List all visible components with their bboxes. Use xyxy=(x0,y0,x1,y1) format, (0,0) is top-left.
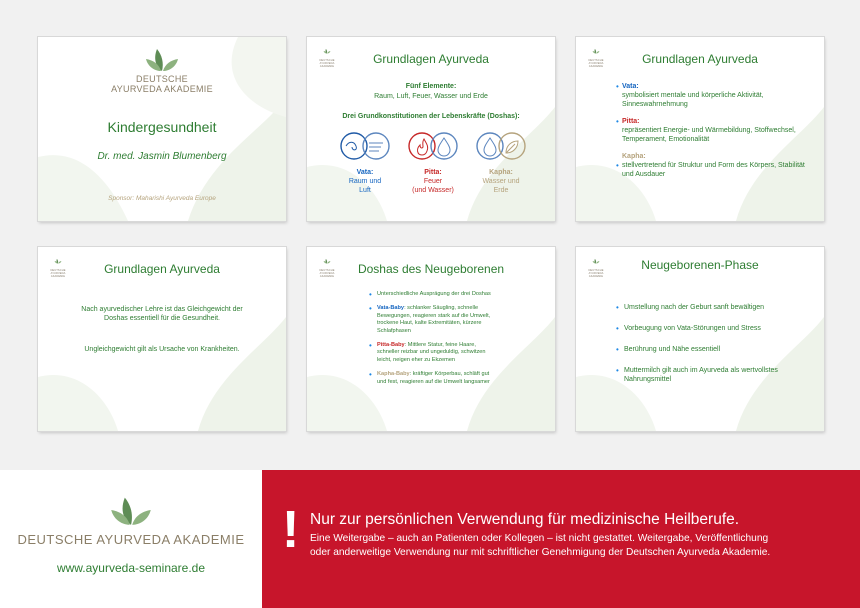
mini-logo-line-1: DEUTSCHE xyxy=(319,59,335,62)
logo-leaves-icon xyxy=(110,492,152,528)
elements-list: Raum, Luft, Feuer, Wasser und Erde xyxy=(374,93,488,100)
list-item: • Unterschiedliche Ausprägung der drei Doshas xyxy=(369,291,493,298)
mini-logo-line-1: DEUTSCHE xyxy=(319,269,335,272)
pitta-symbol-icon xyxy=(407,131,459,161)
vata-line-2: Luft xyxy=(359,187,371,194)
slide-balance[interactable] xyxy=(38,247,286,431)
vata-symbol-icon xyxy=(339,131,391,161)
slide-heading: Grundlagen Ayurveda xyxy=(373,52,489,66)
pitta-caption xyxy=(400,168,466,195)
newborn-dosha-list xyxy=(369,291,493,393)
footer-website-link[interactable]: www.ayurveda-seminare.de xyxy=(56,561,206,575)
kapha-label: Kapha: xyxy=(622,153,646,160)
kapha-line-1: Wasser und xyxy=(482,178,520,185)
mini-logo-line-1: DEUTSCHE xyxy=(50,269,66,272)
slide-heading: Grundlagen Ayurveda xyxy=(642,52,758,66)
slide-title[interactable] xyxy=(38,37,286,221)
balance-paragraph: Nach ayurvedischer Lehre ist das Gleichgewicht der Doshas essentiell für die Gesundheit. xyxy=(81,306,243,322)
slide-title-text: Kindergesundheit xyxy=(107,119,217,135)
mini-logo-line-2: AYURVEDA AKADEMIE xyxy=(319,62,335,68)
mini-logo-line-2: AYURVEDA AKADEMIE xyxy=(588,272,604,278)
slide-newborn-phase[interactable] xyxy=(576,247,824,431)
vata-line-1: Raum und xyxy=(348,178,382,185)
list-item: • Berührung und Nähe essentiell xyxy=(616,345,806,354)
pitta-line-2: (und Wasser) xyxy=(412,187,454,194)
logo-leaves-icon xyxy=(145,45,179,73)
kapha-description: stellvertretend für Struktur und Form des Körpers, Stabilität und Ausdauer xyxy=(622,162,805,178)
slide-newborn-doshas[interactable] xyxy=(307,247,555,431)
slide-doshas-meaning[interactable] xyxy=(576,37,824,221)
imbalance-paragraph: Ungleichgewicht gilt als Ursache von Krankheiten. xyxy=(84,346,240,353)
footer-brand-name: DEUTSCHE AYURVEDA AKADEMIE xyxy=(17,532,245,547)
logo-line-1: DEUTSCHE xyxy=(136,74,188,84)
pitta-line-1: Feuer xyxy=(423,178,443,185)
slide-heading: Doshas des Neugeborenen xyxy=(357,262,505,276)
mini-logo-line-1: DEUTSCHE xyxy=(588,59,604,62)
author-name: Dr. med. Jasmin Blumenberg xyxy=(97,151,227,162)
pitta-label: Pitta: xyxy=(424,169,442,176)
mini-logo-line-2: AYURVEDA AKADEMIE xyxy=(588,62,604,68)
pitta-label: Pitta: xyxy=(622,118,640,125)
logo-line-2: AYURVEDA AKADEMIE xyxy=(111,84,213,94)
logo-text xyxy=(38,74,286,94)
mini-logo-line-1: DEUTSCHE xyxy=(588,269,604,272)
vata-label: Vata: xyxy=(622,83,639,90)
list-item: • Kapha-Baby: kräftiger Körperbau, schläft gut und fest, reagieren auf die Umwelt langsamer xyxy=(369,371,493,386)
list-item: • Vata-Baby: schlanker Säugling, schnelle Bewegungen, reagieren stark auf die Umwelt, trockene Haut, kalte Extremitäten, kürzere Schlafphasen xyxy=(369,305,493,335)
pitta-description: repräsentiert Energie- und Wärmebildung, Stoffwechsel, Temperament, Emotionalität xyxy=(622,127,796,143)
notice-title: Nur zur persönlichen Verwendung für medizinische Heilberufe. xyxy=(310,511,740,528)
notice-line-2: oder anderweitige Verwendung nur mit schriftlicher Genehmigung der Deutschen Ayurveda Akademie. xyxy=(310,547,771,558)
vata-description: symbolisiert mentale und körperliche Aktivität, Sinneswahrnehmung xyxy=(622,92,764,108)
kapha-caption xyxy=(471,168,531,195)
footer-notice-panel xyxy=(262,470,860,608)
list-item: • Vorbeugung von Vata-Störungen und Stress xyxy=(616,324,806,333)
kapha-line-2: Erde xyxy=(493,187,509,194)
elements-heading: Fünf Elemente: xyxy=(405,83,457,90)
kapha-label: Kapha: xyxy=(489,169,513,176)
list-item: • Umstellung nach der Geburt sanft bewältigen xyxy=(616,303,806,312)
kapha-symbol-icon xyxy=(475,131,527,161)
notice-line-1: Eine Weitergabe – auch an Patienten oder Kollegen – ist nicht gestattet. Weitergabe, Veröffentlichung xyxy=(310,533,769,544)
exclamation-icon: ! xyxy=(282,501,300,559)
mini-logo-line-2: AYURVEDA AKADEMIE xyxy=(319,272,335,278)
dosha-descriptions xyxy=(622,82,812,179)
vata-caption xyxy=(335,168,395,195)
bullet-dots: • • • xyxy=(616,82,619,170)
slide-heading: Neugeborenen-Phase xyxy=(641,258,759,272)
vata-label: Vata: xyxy=(356,169,374,176)
mini-logo-line-2: AYURVEDA AKADEMIE xyxy=(50,272,66,278)
newborn-phase-list xyxy=(616,303,806,391)
list-item: • Pitta-Baby: Mittlere Statur, feine Haare, schneller reizbar und ungeduldig, schwitzen leicht, neigen eher zu Ekzemen xyxy=(369,342,493,364)
sponsor-text: Sponsor: Maharishi Ayurveda Europe xyxy=(108,195,216,202)
doshas-heading: Drei Grundkonstitutionen der Lebenskräfte (Doshas): xyxy=(342,113,520,120)
slide-heading: Grundlagen Ayurveda xyxy=(104,262,220,276)
list-item: • Muttermilch gilt auch im Ayurveda als wertvollstes Nahrungsmittel xyxy=(616,366,806,384)
slide-five-elements[interactable] xyxy=(307,37,555,221)
